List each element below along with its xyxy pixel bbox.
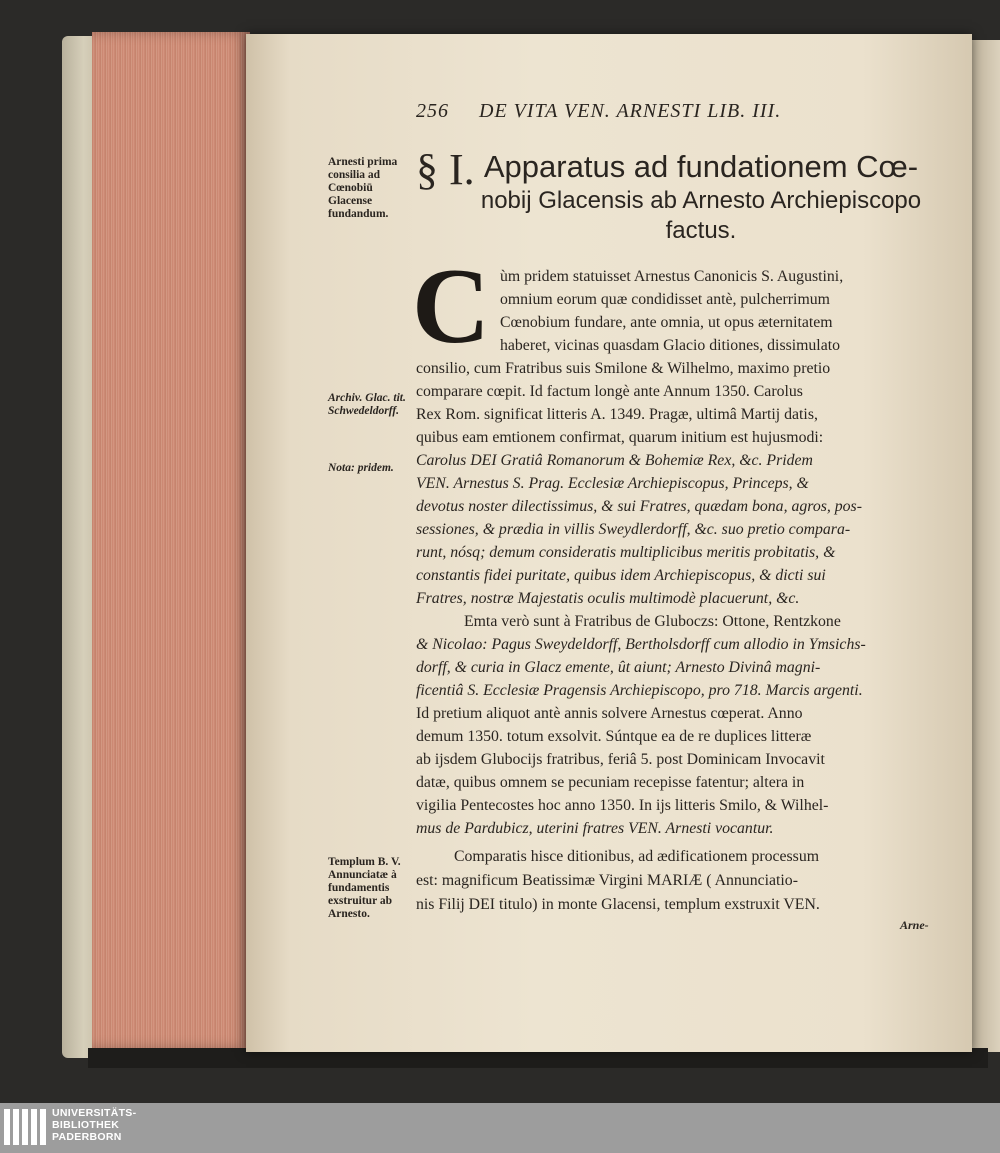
- page-number: 256: [416, 100, 449, 122]
- text-line: haberet, vicinas quasdam Glacio ditiones, dissimulato: [500, 337, 840, 354]
- text-line: est: magnificum Beatissimæ Virgini MARIÆ ( Annunciatio-: [416, 872, 798, 889]
- text-line: consilio, cum Fratribus suis Smilone & Wilhelmo, maximo pretio: [416, 360, 831, 377]
- text-line: ùm pridem statuisset Arnestus Canonicis S. Augustini,: [500, 268, 844, 285]
- text-line: comparare cœpit. Id factum longè ante Annum 1350. Carolus: [416, 383, 803, 400]
- text-line: sessiones, & prædia in villis Sweydlerdorff, &c. suo pretio compara-: [416, 521, 851, 538]
- running-head: [416, 100, 946, 130]
- section-title-line: Apparatus ad fundationem Cœ-: [483, 149, 919, 184]
- text-line: & Nicolao: Pagus Sweydeldorff, Bertholsdorff cum allodio in Ymsichs-: [416, 636, 866, 653]
- text-line: Comparatis hisce ditionibus, ad ædificationem processum: [454, 848, 820, 865]
- section-mark: § I.: [416, 145, 475, 194]
- text-line: constantis fidei puritate, quibus idem Archiepiscopus, & dicti sui: [416, 567, 826, 584]
- text-line: runt, nósq; demum consideratis multiplicibus meritis probitatis, &: [416, 544, 836, 561]
- text-line: Fratres, nostræ Majestatis oculis multimodè placuerunt, &c.: [416, 590, 800, 607]
- book-page: [246, 34, 972, 1052]
- text-line: vigilia Pentecostes hoc anno 1350. In ijs litteris Smilo, & Wilhel-: [416, 797, 829, 814]
- drop-cap: C: [412, 247, 490, 366]
- library-name[interactable]: [52, 1107, 136, 1143]
- catchword: Arne-: [900, 918, 929, 932]
- text-line: ficentiâ S. Ecclesiæ Pragensis Archiepiscopo, pro 718. Marcis argenti.: [416, 682, 863, 699]
- text-line: VEN. Arnestus S. Prag. Ecclesiæ Archiepiscopus, Princeps, &: [416, 475, 809, 492]
- library-footer: [0, 1103, 1000, 1153]
- text-line: nis Filij DEI titulo) in monte Glacensi, templum exstruxit VEN.: [416, 896, 820, 913]
- margin-note: Templum B. V. Annunciatæ à fundamentis exstruitur ab Arnesto.: [328, 856, 401, 920]
- page-edges: [92, 32, 250, 1048]
- text-line: mus de Pardubicz, uterini fratres VEN. Arnesti vocantur.: [416, 820, 774, 837]
- text-line: demum 1350. totum exsolvit. Súntque ea de re duplices litteræ: [416, 728, 812, 745]
- text-line: Rex Rom. significat litteris A. 1349. Pragæ, ultimâ Martij datis,: [416, 406, 818, 423]
- library-name-line: BIBLIOTHEK: [52, 1119, 120, 1131]
- library-name-line: UNIVERSITÄTS-: [52, 1107, 137, 1119]
- library-logo-icon: [4, 1109, 48, 1145]
- text-line: datæ, quibus omnem se pecuniam recepisse fatentur; altera in: [416, 774, 805, 791]
- text-line: omnium eorum quæ condidisset antè, pulcherrimum: [500, 291, 830, 308]
- margin-note: Nota: pridem.: [328, 462, 394, 474]
- text-line: Emta verò sunt à Fratribus de Gluboczs: Ottone, Rentzkone: [464, 613, 841, 630]
- section-title-line: factus.: [665, 217, 737, 244]
- text-line: Carolus DEI Gratiâ Romanorum & Bohemiæ Rex, &c. Pridem: [416, 452, 813, 469]
- text-line: devotus noster dilectissimus, & sui Fratres, quædam bona, agros, pos-: [416, 498, 862, 515]
- margin-note: Archiv. Glac. tit. Schwedeldorff.: [328, 392, 406, 417]
- running-title: DE VITA VEN. ARNESTI LIB. III.: [479, 100, 782, 122]
- text-line: Cœnobium fundare, ante omnia, ut opus æternitatem: [500, 314, 833, 331]
- margin-note: Arnesti prima consilia ad Cœnobiū Glacense fundandum.: [328, 156, 398, 220]
- text-line: dorff, & curia in Glacz emente, ût aiunt; Arnesto Divinâ magni-: [416, 659, 821, 676]
- library-name-line: PADERBORN: [52, 1131, 122, 1143]
- text-line: ab ijsdem Glubocijs fratribus, feriâ 5. post Dominicam Invocavit: [416, 751, 825, 768]
- section-title-line: nobij Glacensis ab Arnesto Archiepiscopo: [480, 187, 922, 214]
- text-line: quibus eam emtionem confirmat, quarum initium est hujusmodi:: [416, 429, 824, 446]
- section-title: [446, 148, 956, 246]
- text-line: Id pretium aliquot antè annis solvere Arnestus cœperat. Anno: [416, 705, 803, 722]
